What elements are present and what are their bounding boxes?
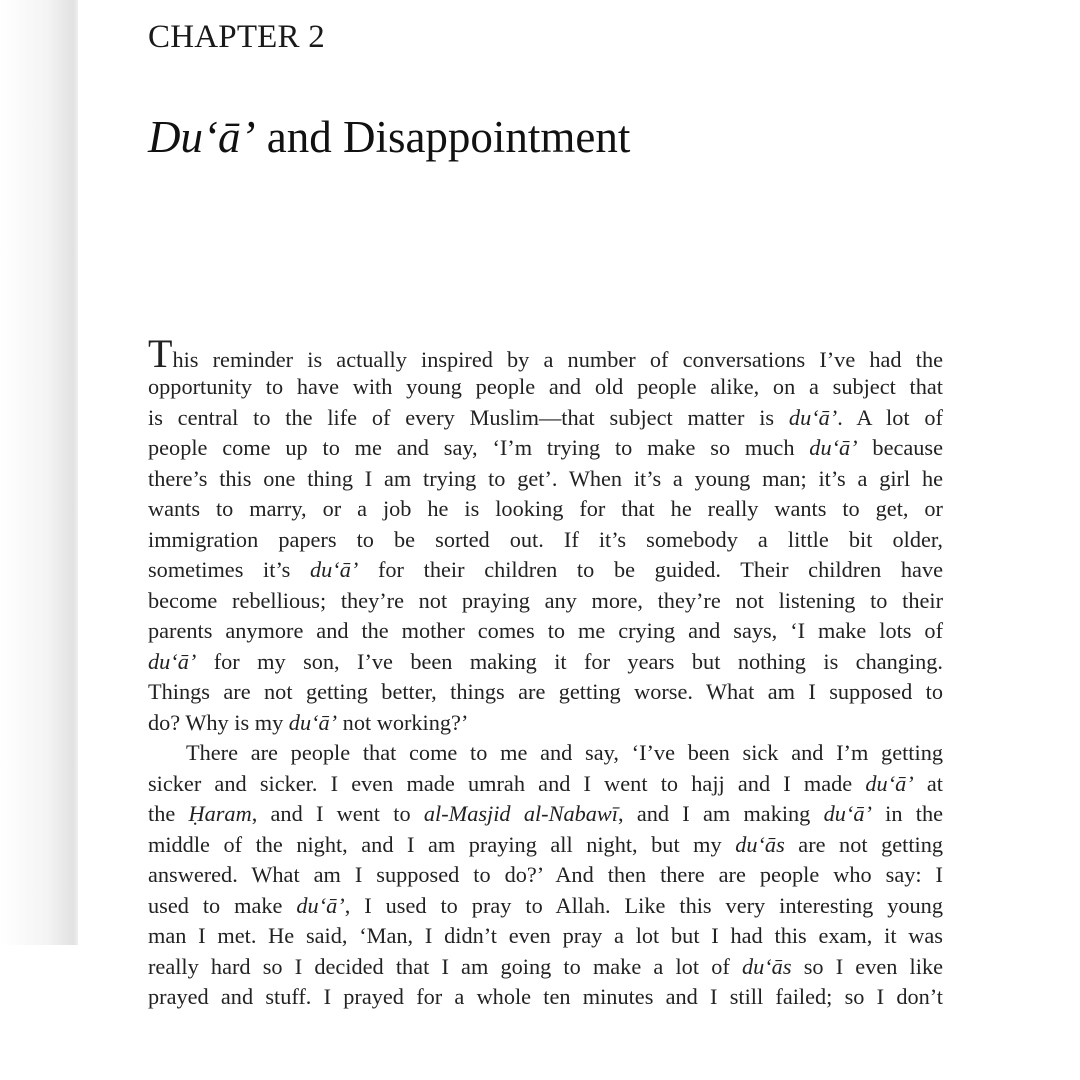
text-run: there’s this one thing I am trying to get’. When it’s a young man; it’s a girl he [148, 465, 943, 491]
text-line [148, 860, 943, 891]
text-line [148, 952, 943, 983]
text-run: for my son, I’ve been making it for years but nothing is changing. [196, 648, 943, 674]
text-line [148, 555, 943, 586]
text-line [148, 738, 943, 769]
text-line [148, 982, 943, 1013]
text-run: in the [871, 801, 943, 826]
italic-term: du‘ā’ [823, 801, 872, 826]
italic-term: al-Masjid al-Nabawī [423, 801, 618, 826]
text-run: , and I am making [617, 801, 824, 826]
text-run: is central to the life of every Muslim—that subject matter is [148, 404, 789, 430]
text-run: used to make [148, 892, 297, 918]
italic-term: du‘ā’ [788, 404, 838, 430]
text-line [148, 586, 943, 617]
text-run: prayed and stuff. I prayed for a whole ten minutes and I still failed; so I don’t [148, 984, 943, 1009]
text-line [148, 494, 943, 525]
text-line [148, 331, 943, 376]
text-run: sometimes it’s [148, 557, 310, 582]
text-run: wants to marry, or a job he is looking for that he really wants to get, or [148, 496, 943, 521]
italic-term: du‘ā’ [809, 435, 858, 460]
italic-term: Ḥaram [188, 801, 252, 826]
italic-term: du‘ās [741, 953, 792, 979]
drop-cap: T [148, 331, 173, 376]
text-line [148, 433, 943, 464]
text-line [148, 799, 943, 830]
text-line [148, 647, 943, 678]
chapter-title-italic: Du‘ā’ [148, 112, 256, 162]
text-line [148, 769, 943, 800]
text-run: do? Why is my [148, 709, 289, 735]
text-run: become rebellious; they’re not praying any more, they’re not listening to their [148, 587, 943, 613]
text-run: for their children to be guided. Their children have [358, 557, 943, 582]
text-run: , I used to pray to Allah. Like this very interesting young [344, 892, 943, 918]
text-run: really hard so I decided that I am going to make a lot of [148, 953, 742, 979]
italic-term: du‘ā’ [310, 557, 359, 582]
text-run: people come up to me and say, ‘I’m trying to make so much [148, 435, 810, 460]
text-run: Things are not getting better, things are getting worse. What am I supposed to [148, 679, 943, 704]
text-line [148, 921, 943, 952]
body-text [148, 331, 944, 1013]
chapter-label: CHAPTER 2 [148, 19, 325, 55]
italic-term: du‘ās [735, 831, 785, 857]
text-run: answered. What am I supposed to do?’ And then there are people who say: I [148, 862, 943, 887]
text-line [148, 372, 943, 403]
page-gutter-shadow [0, 0, 78, 945]
text-line [148, 830, 943, 861]
italic-term: du‘ā’ [288, 709, 338, 735]
italic-term: du‘ā’ [296, 892, 345, 918]
text-run: sicker and sicker. I even made umrah and I went to hajj and I made [148, 770, 866, 796]
text-line [148, 891, 943, 922]
text-run: , and I went to [251, 801, 424, 826]
text-line [148, 616, 943, 647]
text-run: man I met. He said, ‘Man, I didn’t even pray a lot but I had this exam, it was [148, 923, 943, 948]
text-run: opportunity to have with young people and old people alike, on a subject that [148, 374, 943, 399]
text-run: immigration papers to be sorted out. If it’s somebody a little bit older, [148, 526, 943, 552]
text-run: the [148, 801, 189, 826]
text-line [148, 403, 943, 434]
text-run: because [857, 435, 943, 460]
text-run: so I even like [791, 953, 943, 979]
text-run: parents anymore and the mother comes to me crying and says, ‘I make lots of [148, 618, 943, 643]
text-run: not working?’ [337, 709, 469, 735]
text-run: at [913, 770, 943, 796]
text-run: There are people that come to me and say, ‘I’ve been sick and I’m getting [186, 740, 943, 765]
chapter-title [148, 110, 630, 164]
text-run: are not getting [784, 831, 944, 857]
text-run: middle of the night, and I am praying all night, but my [148, 831, 736, 857]
text-line [148, 525, 943, 556]
text-line [148, 677, 943, 708]
text-run: his reminder is actually inspired by a number of conversations I’ve had the [172, 347, 943, 372]
text-line [148, 464, 943, 495]
text-run: . A lot of [837, 404, 943, 430]
italic-term: du‘ā’ [148, 648, 197, 674]
chapter-title-rest: and Disappointment [255, 112, 631, 162]
italic-term: du‘ā’ [865, 770, 914, 796]
text-line [148, 708, 943, 739]
